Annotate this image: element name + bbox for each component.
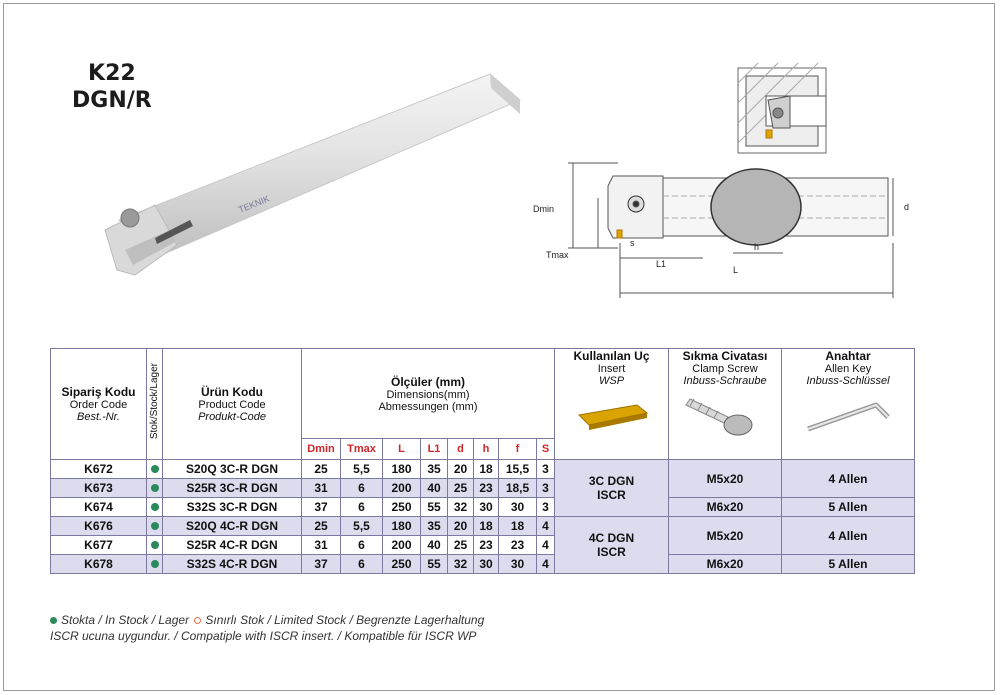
stock-indicator xyxy=(147,517,163,536)
clamp-screw-en: Clamp Screw xyxy=(692,363,758,375)
limited-stock-text: Sınırlı Stok / Limited Stock / Begrenzte Lagerhaltung xyxy=(205,613,485,627)
dim-dmin: 31 xyxy=(302,536,341,555)
product-code: S25R 3C-R DGN xyxy=(163,479,302,498)
allen-key-value: 4 Allen xyxy=(782,460,915,498)
label-dmin: Dmin xyxy=(533,204,555,214)
allen-key-value: 5 Allen xyxy=(782,498,915,517)
dim-d: 20 xyxy=(448,517,474,536)
dim-dmin: 37 xyxy=(302,555,341,574)
technical-drawing xyxy=(528,58,910,303)
dim-l: 180 xyxy=(383,517,421,536)
dim-d: 32 xyxy=(448,555,474,574)
col-s: S xyxy=(537,439,555,460)
product-code-tr: Ürün Kodu xyxy=(201,385,263,399)
product-code-de: Produkt-Code xyxy=(198,411,266,423)
legend-line-2: ISCR ucuna uygundur. / Compatiple with ISCR insert. / Kompatible für ISCR WP xyxy=(50,629,477,643)
product-code: S32S 4C-R DGN xyxy=(163,555,302,574)
insert-name: 4C DGN xyxy=(588,531,635,545)
in-stock-dot xyxy=(151,522,159,530)
insert-group-3c xyxy=(555,460,669,517)
insert-de: WSP xyxy=(598,375,625,387)
col-tmax: Tmax xyxy=(341,439,383,460)
insert-en: Insert xyxy=(597,363,626,375)
stock-header-label: Stok/Stock/Lager xyxy=(149,363,160,440)
clamp-screw-image xyxy=(680,387,770,442)
product-code-header xyxy=(163,349,302,460)
clamp-screw-tr: Sıkma Civatası xyxy=(682,349,768,363)
insert-brand: ISCR xyxy=(597,488,626,502)
dim-tmax: 6 xyxy=(341,498,383,517)
col-dmin: Dmin xyxy=(302,439,341,460)
allen-key-en: Allen Key xyxy=(824,363,872,375)
allen-key-de: Inbuss-Schlüssel xyxy=(806,375,890,387)
order-code-en: Order Code xyxy=(69,399,128,411)
dim-s: 4 xyxy=(537,517,555,536)
dim-tmax: 6 xyxy=(341,479,383,498)
dim-h: 18 xyxy=(474,517,499,536)
table-row xyxy=(51,555,915,574)
label-h: h xyxy=(754,242,760,252)
stock-header xyxy=(147,349,163,460)
limited-stock-circle-icon xyxy=(194,617,201,624)
tool-holder-image xyxy=(95,70,535,290)
dim-d: 25 xyxy=(448,479,474,498)
insert-brand: ISCR xyxy=(597,545,626,559)
dim-l1: 55 xyxy=(421,498,448,517)
insert-group-4c xyxy=(555,517,669,574)
dim-s: 4 xyxy=(537,536,555,555)
dim-l: 250 xyxy=(383,555,421,574)
table-row xyxy=(51,460,915,479)
dim-l: 180 xyxy=(383,460,421,479)
in-stock-text: Stokta / In Stock / Lager xyxy=(61,613,190,627)
dim-l: 200 xyxy=(383,479,421,498)
order-code: K673 xyxy=(51,479,147,498)
dim-f: 18,5 xyxy=(499,479,537,498)
order-code: K674 xyxy=(51,498,147,517)
dim-l1: 40 xyxy=(421,479,448,498)
allen-key-tr: Anahtar xyxy=(825,349,871,363)
dim-l1: 35 xyxy=(421,460,448,479)
order-code-header xyxy=(51,349,147,460)
dimensions-de: Abmessungen (mm) xyxy=(378,400,478,413)
title-line-1: K22 xyxy=(88,61,136,86)
dim-dmin: 31 xyxy=(302,479,341,498)
order-code: K672 xyxy=(51,460,147,479)
dim-tmax: 5,5 xyxy=(341,517,383,536)
insert-image xyxy=(567,387,657,442)
dim-dmin: 25 xyxy=(302,517,341,536)
dim-h: 30 xyxy=(474,555,499,574)
tool-engraving: TEKNIK xyxy=(237,193,271,215)
legend xyxy=(50,612,484,644)
dim-d: 20 xyxy=(448,460,474,479)
stock-indicator xyxy=(147,498,163,517)
label-tmax: Tmax xyxy=(546,250,569,260)
clamp-screw-de: Inbuss-Schraube xyxy=(683,375,767,387)
clamp-screw-value: M5x20 xyxy=(669,460,782,498)
table-row xyxy=(51,517,915,536)
order-code: K678 xyxy=(51,555,147,574)
col-l: L xyxy=(383,439,421,460)
dim-f: 30 xyxy=(499,555,537,574)
dim-l1: 40 xyxy=(421,536,448,555)
dim-s: 3 xyxy=(537,460,555,479)
dim-l1: 55 xyxy=(421,555,448,574)
label-l1: L1 xyxy=(656,259,667,269)
in-stock-dot-icon xyxy=(50,617,57,624)
dim-l: 250 xyxy=(383,498,421,517)
product-code: S20Q 4C-R DGN xyxy=(163,517,302,536)
title-line-2: DGN/R xyxy=(72,88,152,113)
insert-header xyxy=(555,349,669,460)
allen-key-value: 4 Allen xyxy=(782,517,915,555)
stock-indicator xyxy=(147,555,163,574)
insert-name: 3C DGN xyxy=(588,474,635,488)
dim-h: 30 xyxy=(474,498,499,517)
dim-d: 25 xyxy=(448,536,474,555)
col-d: d xyxy=(448,439,474,460)
label-l: L xyxy=(733,265,739,275)
allen-key-value: 5 Allen xyxy=(782,555,915,574)
dim-d: 32 xyxy=(448,498,474,517)
dimensions-en: Dimensions(mm) xyxy=(386,388,470,401)
product-code-en: Product Code xyxy=(198,399,266,411)
dim-f: 23 xyxy=(499,536,537,555)
allen-key-header xyxy=(782,349,915,460)
order-code: K677 xyxy=(51,536,147,555)
dim-s: 3 xyxy=(537,479,555,498)
in-stock-dot xyxy=(151,484,159,492)
in-stock-dot xyxy=(151,541,159,549)
dim-f: 15,5 xyxy=(499,460,537,479)
dim-h: 23 xyxy=(474,479,499,498)
dimensions-header xyxy=(302,349,555,439)
stock-indicator xyxy=(147,536,163,555)
label-d: d xyxy=(904,202,910,212)
allen-key-image xyxy=(798,387,898,442)
order-code-tr: Sipariş Kodu xyxy=(61,385,136,399)
col-l1: L1 xyxy=(421,439,448,460)
product-code: S20Q 3C-R DGN xyxy=(163,460,302,479)
dim-l1: 35 xyxy=(421,517,448,536)
in-stock-dot xyxy=(151,560,159,568)
dim-f: 30 xyxy=(499,498,537,517)
clamp-screw-value: M6x20 xyxy=(669,555,782,574)
dim-s: 4 xyxy=(537,555,555,574)
legend-line-1 xyxy=(50,612,484,628)
dim-tmax: 6 xyxy=(341,555,383,574)
dim-f: 18 xyxy=(499,517,537,536)
product-code: S32S 3C-R DGN xyxy=(163,498,302,517)
in-stock-dot xyxy=(151,503,159,511)
spec-table xyxy=(50,348,915,574)
order-code-de: Best.-Nr. xyxy=(77,411,120,423)
dimensions-tr: Ölçüler (mm) xyxy=(390,374,465,389)
dim-h: 23 xyxy=(474,536,499,555)
insert-tr: Kullanılan Uç xyxy=(573,349,650,363)
table-row xyxy=(51,498,915,517)
product-code: S25R 4C-R DGN xyxy=(163,536,302,555)
order-code: K676 xyxy=(51,517,147,536)
clamp-screw-header xyxy=(669,349,782,460)
dim-h: 18 xyxy=(474,460,499,479)
stock-indicator xyxy=(147,460,163,479)
in-stock-dot xyxy=(151,465,159,473)
dim-tmax: 5,5 xyxy=(341,460,383,479)
clamp-screw-value: M6x20 xyxy=(669,498,782,517)
dim-tmax: 6 xyxy=(341,536,383,555)
stock-indicator xyxy=(147,479,163,498)
dim-dmin: 37 xyxy=(302,498,341,517)
dim-l: 200 xyxy=(383,536,421,555)
col-h: h xyxy=(474,439,499,460)
dim-dmin: 25 xyxy=(302,460,341,479)
label-s: s xyxy=(630,238,635,248)
col-f: f xyxy=(499,439,537,460)
clamp-screw-value: M5x20 xyxy=(669,517,782,555)
dim-s: 3 xyxy=(537,498,555,517)
